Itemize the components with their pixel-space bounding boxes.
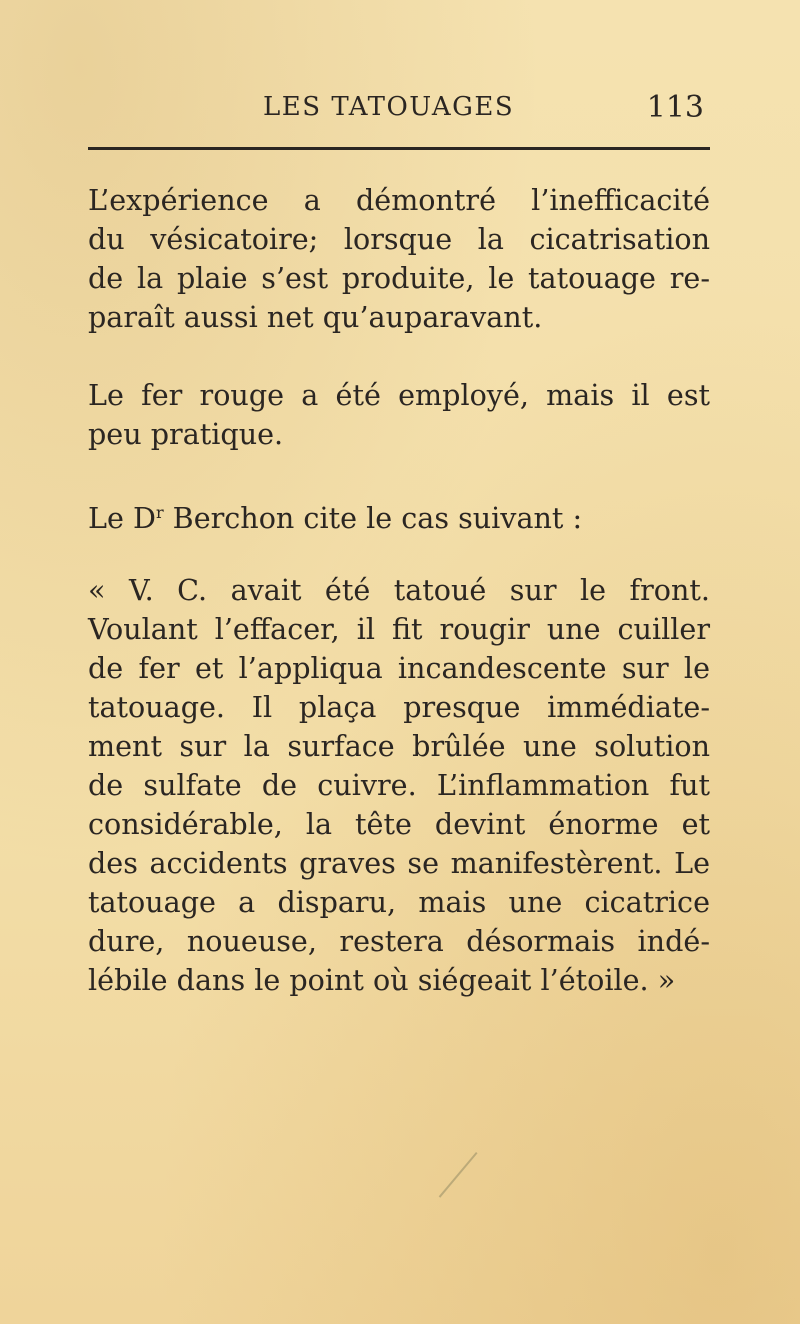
running-head <box>88 92 708 132</box>
text-line: tatouage a disparu, mais une cicatrice <box>88 885 710 919</box>
header-rule <box>88 147 710 150</box>
text-line: Le fer rouge a été employé, mais il est <box>88 378 710 412</box>
paragraph-gap <box>88 337 710 376</box>
text-line: de fer et l’appliqua incandescente sur le <box>88 651 710 685</box>
running-head-title: LES TATOUAGES <box>263 92 515 122</box>
text-line: dure, noueuse, restera désormais indé- <box>88 924 710 958</box>
text-line: « V. C. avait été tatoué sur le front. <box>88 573 710 607</box>
text-line: des accidents graves se manifestèrent. Le <box>88 846 710 880</box>
text-line: de sulfate de cuivre. L’inflammation fut <box>88 768 710 802</box>
text-line: du vésicatoire; lorsque la cicatrisation <box>88 222 710 256</box>
text-fragment: Le D <box>88 501 156 535</box>
pencil-mark <box>439 1152 478 1198</box>
text-line: peu pratique. <box>88 417 284 451</box>
text-fragment: Berchon cite le cas suivant : <box>163 501 583 535</box>
text-line: Voulant l’effacer, il fit rougir une cuiller <box>88 612 710 646</box>
page-number: 113 <box>646 90 704 125</box>
text-line: ment sur la surface brûlée une solution <box>88 729 710 763</box>
superscript: r <box>155 503 164 522</box>
text-line: L’expérience a démontré l’inefficacité <box>88 183 710 217</box>
text-line: paraît aussi net qu’auparavant. <box>88 300 543 334</box>
text-line <box>88 493 710 535</box>
paragraph-gap <box>88 532 710 571</box>
text-line: tatouage. Il plaça presque immédiate- <box>88 690 710 724</box>
body-text <box>88 181 710 1000</box>
text-line: lébile dans le point où siégeait l’étoile. » <box>88 963 676 997</box>
text-line: considérable, la tête devint énorme et <box>88 807 710 841</box>
text-line: de la plaie s’est produite, le tatouage re- <box>88 261 710 295</box>
paragraph-gap <box>88 454 710 493</box>
